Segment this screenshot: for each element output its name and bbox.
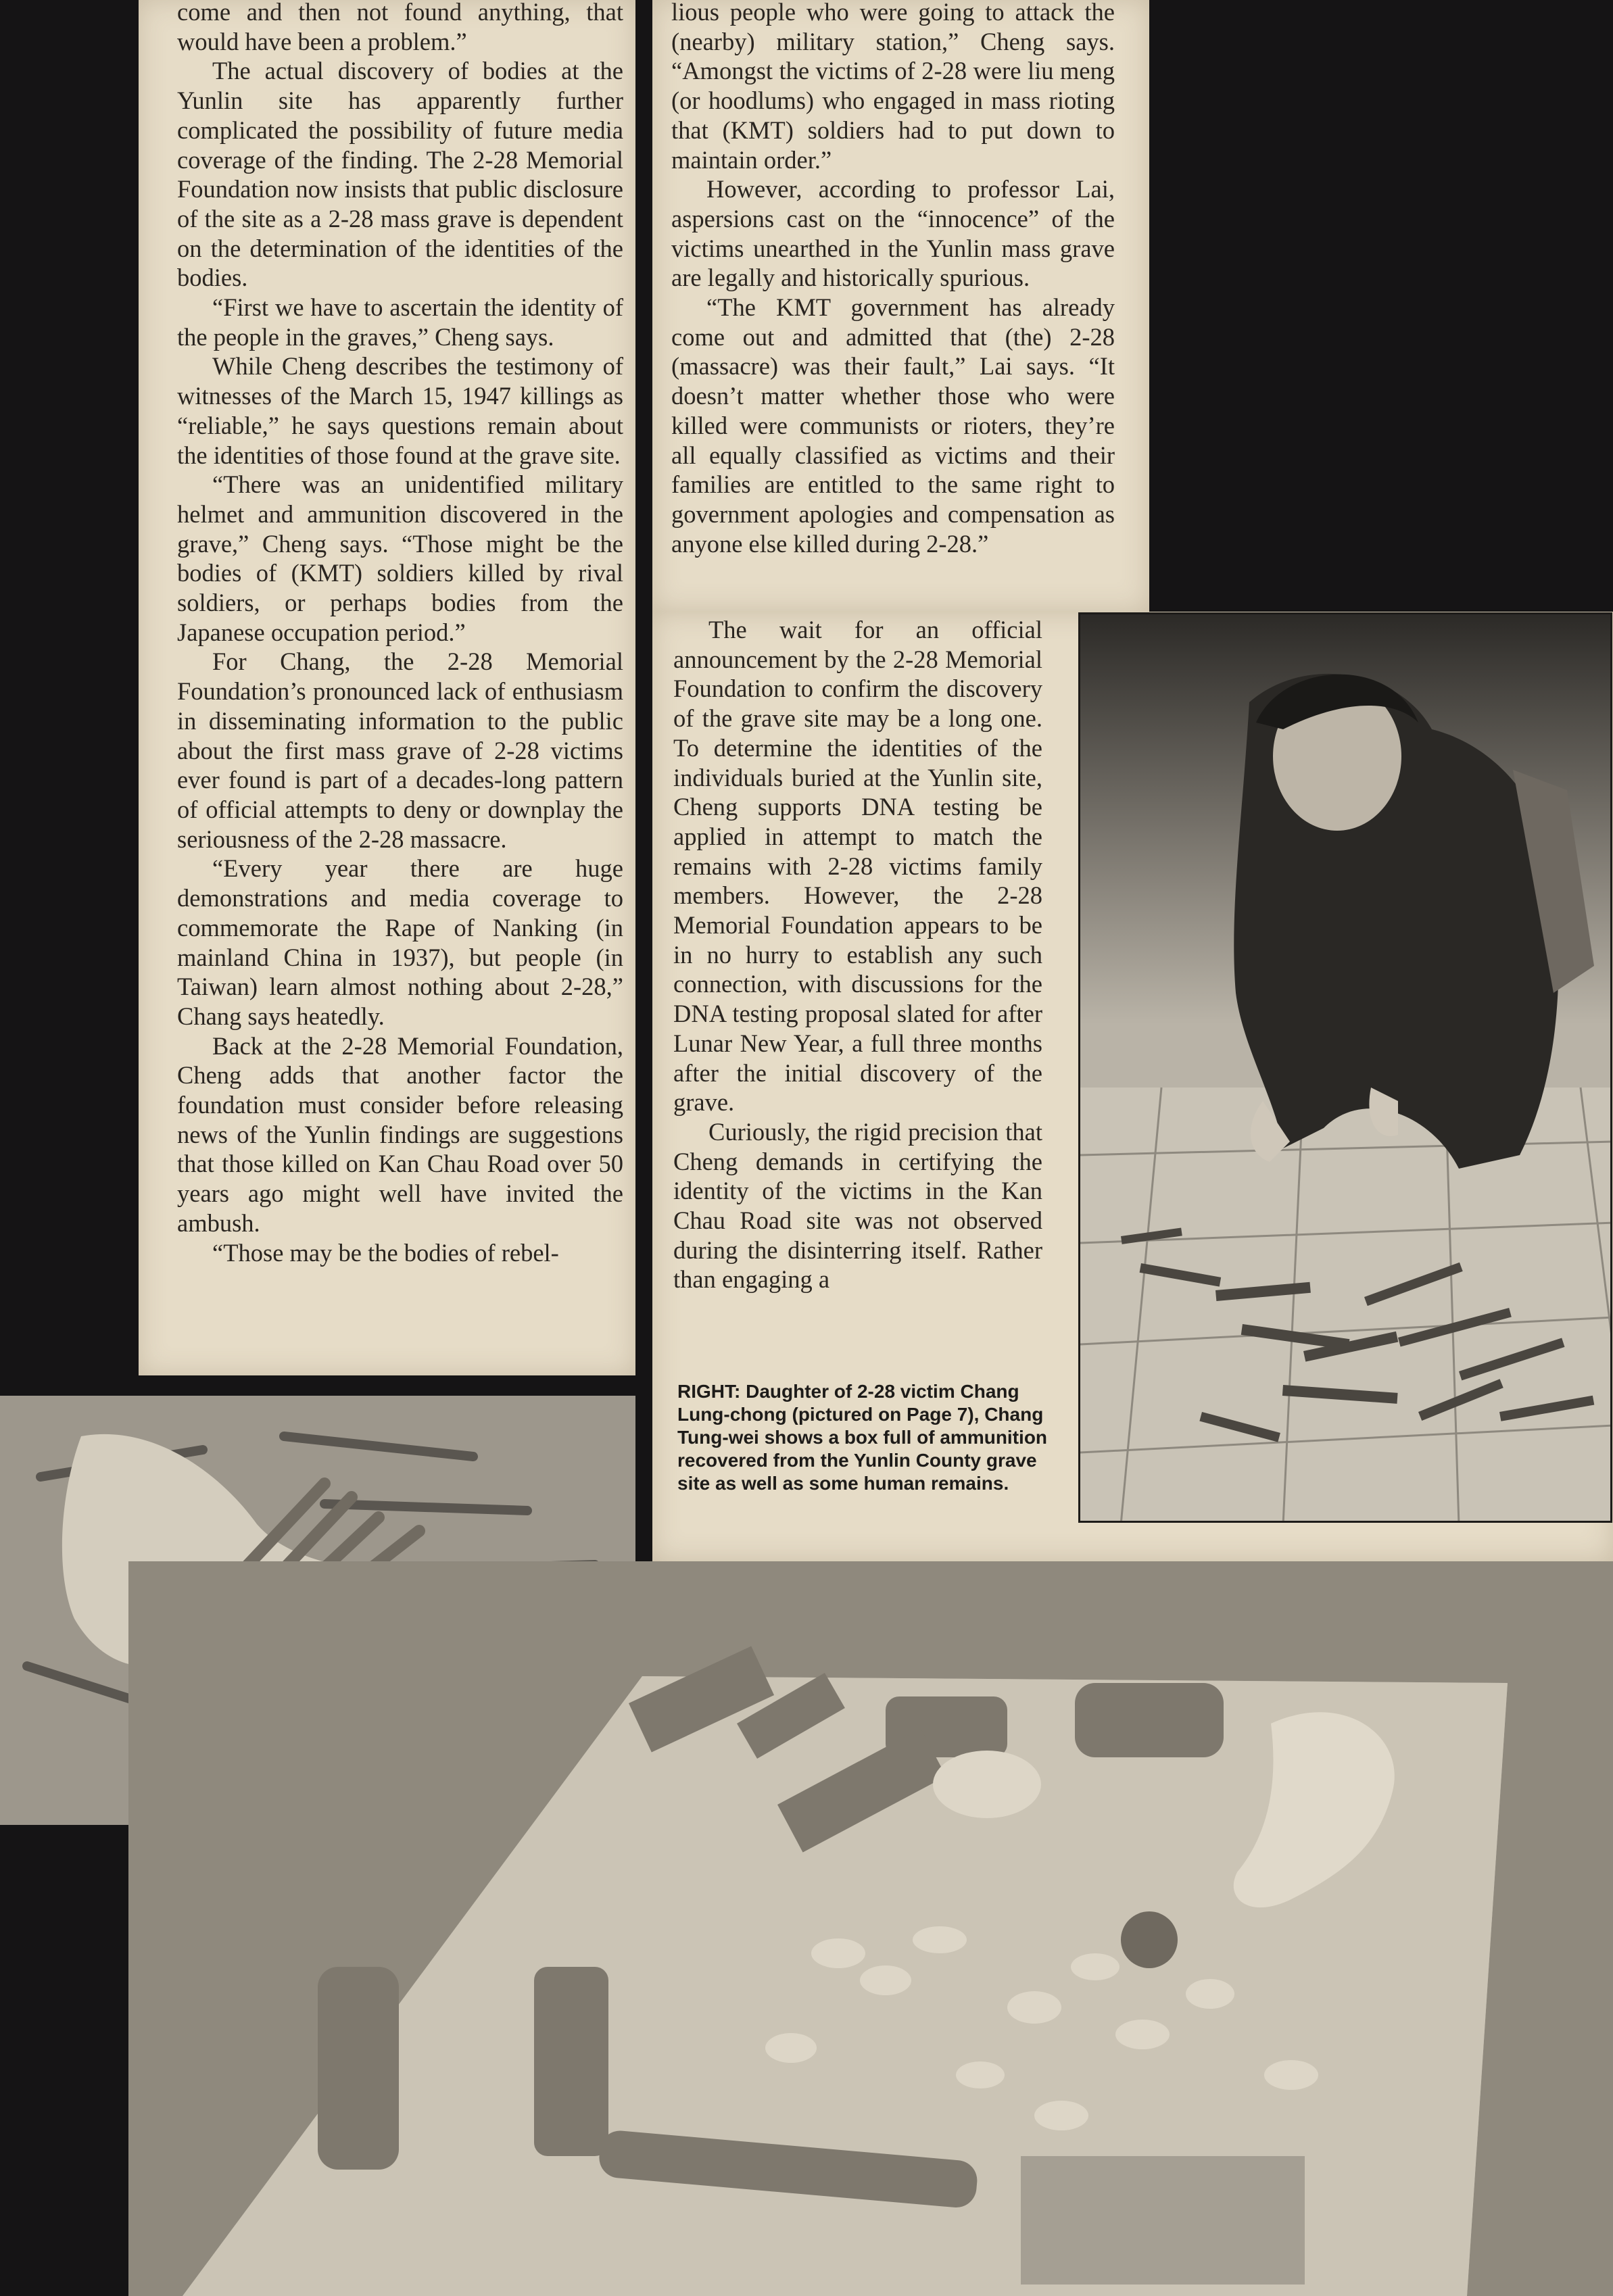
left-paragraph-1: come and then not found anything, that would have been a problem.” <box>177 0 623 55</box>
right-narrow-paragraph-1: The wait for an official announcement by the 2-28 Memorial Foundation to confirm the discovery of the grave site may be a long one. To determine the identities of the individuals buried at the Yunlin site, Cheng supports DNA testing be applied in attempt to match the remains with 2-28 victims family members. However, the 2-28 Memorial Foundation appears to be in no hurry to establish any such connection, with discussions for the DNA testing proposal slated for after Lunar New Year, a full three months after the initial discovery of the grave. <box>673 616 1042 1117</box>
left-paragraph-2: The actual discovery of bodies at the Yunlin site has apparently further complicated the possibility of future media coverage of the finding. The 2-28 Memorial Foundation now insists that public disclosure of the site as a 2-28 mass grave is dependent on the determination of the identities of the bodies. <box>177 57 624 292</box>
left-paragraph-8: Back at the 2-28 Memorial Foundation, Cheng adds that another factor the foundation must consider before releasing news of the Yunlin findings are suggestions that those killed on Kan Chau Road over 50 years ago might well have invited the ambush. <box>177 1031 623 1237</box>
right-paragraph-2: However, according to professor Lai, aspersions cast on the “innocence” of the victims unearthed in the Yunlin mass grave are legally and historically spurious. <box>671 175 1115 292</box>
caption-text: RIGHT: Daughter of 2-28 victim Chang Lung-chong (pictured on Page 7), Chang Tung-wei shows a box full of ammunition recovered from the Yunlin County grave site as well as some human remains. <box>677 1381 1048 1494</box>
photo-woman-with-ammunition <box>1078 612 1612 1523</box>
left-paragraph-7: “Every year there are huge demonstrations and media coverage to commemorate the Rape of Nanking (in mainland China in 1937), but people (in Taiwan) learn almost nothing about 2-28,” Chang says heatedly. <box>177 854 623 1030</box>
article-right-narrow-column <box>673 615 1042 1294</box>
article-left-column <box>177 0 623 1267</box>
left-paragraph-6: For Chang, the 2-28 Memorial Foundation’s pronounced lack of enthusiasm in disseminating information to the public about the first mass grave of 2-28 victims ever found is part of a decades-long pattern of official attempts to deny or downplay the seriousness of the 2-28 massacre. <box>177 648 623 853</box>
right-narrow-paragraph-2: Curiously, the rigid precision that Cheng demands in certifying the identity of the victims in the Kan Chau Road site was not observed during the disinterring itself. Rather than engaging a <box>673 1117 1042 1294</box>
left-paragraph-9: “Those may be the bodies of rebel- <box>212 1238 559 1267</box>
right-paragraph-3: “The KMT government has already come out and admitted that (the) 2-28 (massacre) was their fault,” Lai says. “It doesn’t matter whether those who were killed were communists or rioters, they’re all equally classified as victims and their families are entitled to the same right to government apologies and compensation as anyone else killed during 2-28.” <box>671 293 1115 558</box>
right-paragraph-1: lious people who were going to attack the (nearby) military station,” Cheng says. “Amongst the victims of 2-28 were liu meng (or hoodlums) who engaged in mass rioting that (KMT) soldiers had to put down to maintain order.” <box>671 0 1115 174</box>
photo-box-of-remains <box>128 1561 1613 2296</box>
left-paragraph-4: While Cheng describes the testimony of witnesses of the March 15, 1947 killings as “reliable,” he says questions remain about the identities of those found at the grave site. <box>177 352 623 469</box>
left-paragraph-3: “First we have to ascertain the identity of the people in the graves,” Cheng says. <box>177 293 623 351</box>
photo-caption <box>677 1380 1049 1495</box>
article-right-column <box>671 0 1115 558</box>
left-paragraph-5: “There was an unidentified military helmet and ammunition discovered in the grave,” Cheng says. “Those might be the bodies of (KMT) soldiers killed by rival soldiers, or perhaps bodies from the Japanese occupation period.” <box>177 470 623 646</box>
